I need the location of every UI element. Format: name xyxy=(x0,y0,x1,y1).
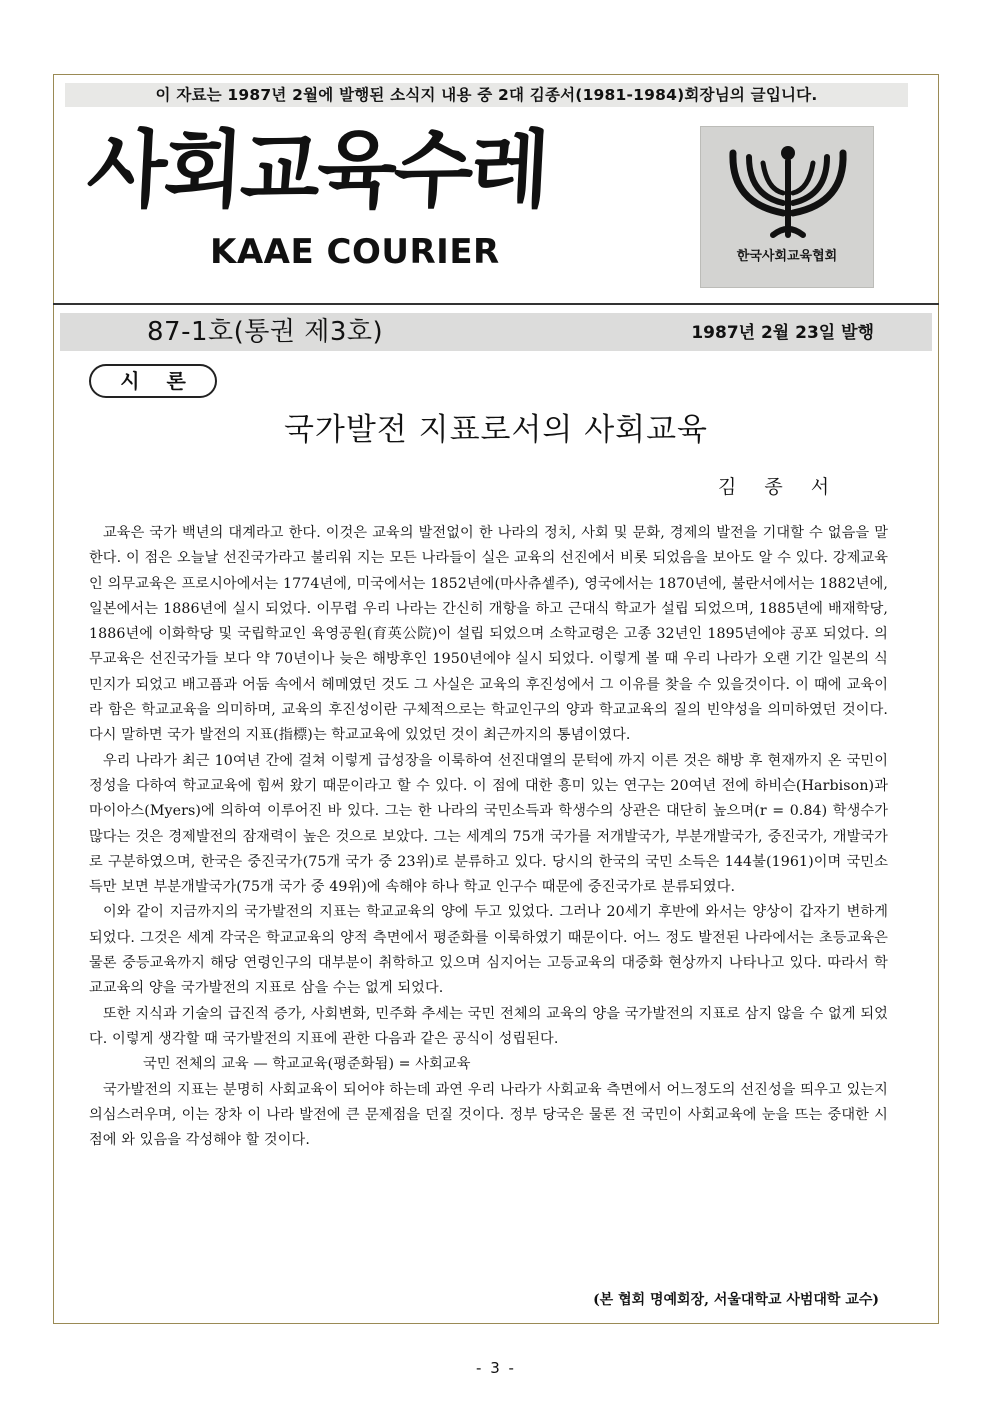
masthead-divider xyxy=(53,303,939,305)
association-logo xyxy=(700,126,874,288)
logo-caption: 한국사회교육협회 xyxy=(736,249,838,264)
paragraph: 우리 나라가 최근 10여년 간에 걸쳐 이렇게 급성장을 이룩하여 선진대열의 문턱에 까지 이른 것은 해방 후 현재까지 온 국민이 정성을 다하여 학교교육에 힘써 왔기 때문이라고 할 수 있다. 이 점에 대한 흥미 있는 연구는 20여년 전에 하비슨(Harbison)과 마이아스(Myers)에 의하여 이루어진 바 있다. 그는 한 나라의 국민소득과 학생수의 상관은 대단히 높으며(r = 0.84) 학생수가 많다는 것은 경제발전의 잠재력이 높은 것으로 보았다. 그는 세계의 75개 국가를 저개발국가, 부분개발국가, 중진국가, 개발국가로 구분하였으며, 한국은 중진국가(75개 국가 중 23위)로 분류하고 있다. 당시의 한국의 국민 소득은 144불(1961)이며 국민소득만 보면 부분개발국가(75개 국가 중 49위)에 속해야 하나 학교 인구수 때문에 중진국가로 분류되였다. xyxy=(89,752,888,896)
issue-number: 87-1호(통권 제3호) xyxy=(147,317,384,347)
archive-note: 이 자료는 1987년 2월에 발행된 소식지 내용 중 2대 김종서(1981-1984)회장님의 글입니다. xyxy=(65,83,908,107)
newsletter-title: 사회교육수레 xyxy=(84,121,550,219)
article-body xyxy=(89,521,888,1153)
paragraph: 국가발전의 지표는 분명히 사회교육이 되어야 하는데 과연 우리 나라가 사회교육 측면에서 어느정도의 선진성을 띄우고 있는지 의심스러우며, 이는 장차 이 나라 발전에 큰 문제점을 던질 것이다. 정부 당국은 물론 전 국민이 사회교육에 눈을 뜨는 중대한 시점에 와 있음을 각성해야 할 것이다. xyxy=(89,1081,888,1149)
paragraph: 교육은 국가 백년의 대계라고 한다. 이것은 교육의 발전없이 한 나라의 정치, 사회 및 문화, 경제의 발전을 기대할 수 없음을 말한다. 이 점은 오늘날 선진국가라고 불리워 지는 모든 나라들이 실은 교육의 선진에서 비롯 되었음을 보아도 알 수 있다. 강제교육인 의무교육은 프로시아에서는 1774년에, 미국에서는 1852년에(마사츄셑주), 영국에서는 1870년에, 불란서에서는 1882년에, 일본에서는 1886년에 실시 되었다. 이무렵 우리 나라는 간신히 개항을 하고 근대식 학교가 설립 되었으며, 1885년에 배재학당, 1886년에 이화학당 및 국립학교인 육영공원(育英公院)이 설립 되었으며 소학교령은 고종 32년인 1895년에야 공포 되었다. 의무교육은 선진국가들 보다 약 70년이나 늦은 해방후인 1950년에야 실시 되었다. 이렇게 볼 때 우리 나라가 오랜 기간 일본의 식민지가 되었고 배고픔과 어둠 속에서 헤메였던 것도 그 사실은 교육의 후진성에서 그 이유를 찾을 수 있을것이다. 이 때에 교육이라 함은 학교교육을 의미하며, 교육의 후진성이란 구체적으로는 학교인구의 양과 학교교육의 질의 빈약성을 의미하였던 것이다. 다시 말하면 국가 발전의 지표(指標)는 학교교육에 있었던 것이 최근까지의 통념이였다. xyxy=(89,525,888,744)
page-number: - 3 - xyxy=(476,1359,516,1377)
author-affiliation: (본 협회 명예회장, 서울대학교 사범대학 교수) xyxy=(593,1292,879,1308)
formula-line: 국민 전체의 교육 — 학교교육(평준화됨) = 사회교육 xyxy=(143,1056,471,1073)
paragraph: 또한 지식과 기술의 급진적 증가, 사회변화, 민주화 추세는 국민 전체의 교육의 양을 국가발전의 지표로 삼지 않을 수 없게 되었다. 이렇게 생각할 때 국가발전의 지표에 관한 다음과 같은 공식이 성립된다. xyxy=(89,1005,888,1047)
article-title: 국가발전 지표로서의 사회교육 xyxy=(283,412,708,448)
kaae-logo-icon xyxy=(723,143,853,243)
section-label: 시 론 xyxy=(89,364,217,398)
issue-date: 1987년 2월 23일 발행 xyxy=(691,323,874,343)
paragraph: 이와 같이 지금까지의 국가발전의 지표는 학교교육의 양에 두고 있었다. 그러나 20세기 후반에 와서는 양상이 갑자기 변하게 되었다. 그것은 세계 각국은 학교교육의 양적 측면에서 평준화를 이룩하였기 때문이다. 어느 정도 발전된 나라에서는 초등교육은 물론 중등교육까지 해당 연령인구의 대부분이 취학하고 있으며 심지어는 고등교육의 대중화 현상까지 나타나고 있다. 따라서 학교교육의 양을 국가발전의 지표로 삼을 수는 없게 되었다. xyxy=(89,904,888,997)
newsletter-subtitle: KAAE COURIER xyxy=(210,232,500,272)
article-author: 김종서 xyxy=(718,476,858,498)
